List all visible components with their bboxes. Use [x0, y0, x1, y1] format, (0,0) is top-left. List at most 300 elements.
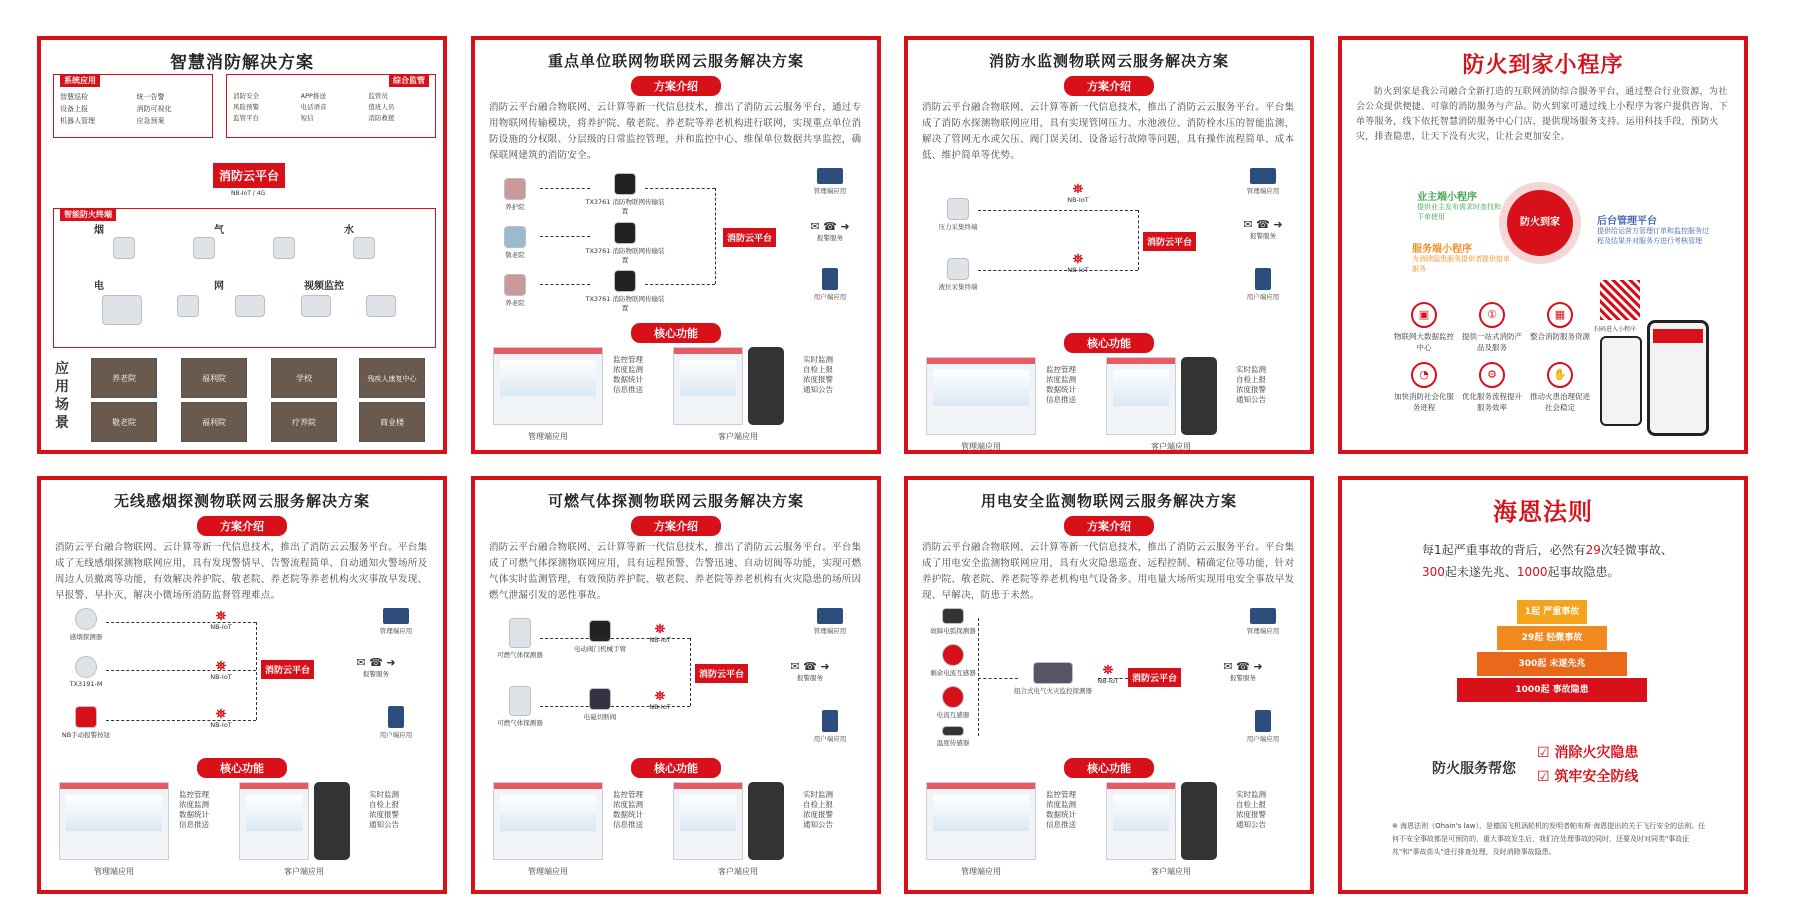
pyramid-tier: 300起 未遂先兆 [1477, 652, 1627, 676]
panel-title: 消防水监测物联网云服务解决方案 [988, 52, 1229, 70]
pyramid [1452, 600, 1652, 710]
help-label: 防火服务帮您 [1432, 761, 1516, 777]
nb-node [640, 623, 680, 644]
building-icon [504, 274, 526, 296]
source-node [918, 198, 998, 231]
smoke-detector-icon [75, 608, 97, 630]
valve-node [560, 688, 640, 721]
list-item: 值班人员 [368, 103, 395, 111]
feature-item: 监控管理 [1046, 365, 1076, 374]
feature-item: 信息推送 [179, 820, 209, 829]
panel-gas [471, 476, 881, 894]
laptop-icon [383, 608, 409, 624]
endpoint-label: 报警服务 [1250, 232, 1276, 240]
cat-label: 网 [214, 281, 224, 292]
water-sensor-icon [273, 237, 295, 259]
law-number: 1000 [1516, 565, 1548, 579]
caption: 客户端应用 [284, 867, 324, 876]
one-stop-icon: ① [1479, 302, 1505, 328]
source-label: 液位采集终端 [938, 283, 978, 291]
intro-text: 消防云平台融合物联网、云计算等新一代信息技术，推出了消防云云服务平台。平台集成了无线感烟探测物联网应用，具有发现警情早、告警流程简单、自动通知火警场所及周边人员撤离等功能，有效解决养护院、敬老院、养老院等养老机构火灾事故早发现、早报警、早扑灭，解决小微场所消防监督管理难点。 [55, 542, 428, 601]
scene-photo: 福利院 [181, 402, 247, 442]
list-item: 电话语音 [300, 103, 327, 111]
list-item: 风险预警 [233, 103, 259, 111]
feature-item: 通知公告 [1236, 820, 1266, 829]
panel-fire-home [1338, 36, 1748, 454]
scene-photo: 学校 [271, 358, 337, 398]
feature-item: 监控管理 [613, 790, 643, 799]
law-number: 300 [1422, 565, 1445, 579]
client-screenshot [673, 347, 743, 425]
feature-label: 加快消防社会化服务进程 [1394, 392, 1454, 412]
alarm-icon: ✉ ☎ ➜ [790, 660, 830, 673]
valve-label: 电磁切断阀 [583, 713, 617, 721]
caption: 管理端应用 [961, 867, 1001, 876]
alarm-button-icon [75, 706, 97, 728]
panel-title: 海恩法则 [1493, 498, 1593, 526]
feature-item: 自检上报 [369, 800, 399, 809]
panel-title: 可燃气体探测物联网云服务解决方案 [547, 492, 804, 510]
iot-box [53, 208, 436, 348]
gateway-label: TX3761 消防物联网传输装置 [585, 247, 665, 264]
list-item: 消防可视化 [136, 105, 172, 113]
feature-item: 监控管理 [613, 355, 643, 364]
pressure-sensor-icon [947, 198, 969, 220]
building-icon [504, 226, 526, 248]
feature-item: 信息推送 [613, 820, 643, 829]
endpoint-label: 用户端应用 [1246, 293, 1280, 301]
feature-item: 通知公告 [369, 820, 399, 829]
scene-label: 应用场景 [55, 361, 69, 431]
feature-item: 数据统计 [179, 810, 209, 819]
check-icon: ☑ [1537, 745, 1555, 761]
intro-pill: 方案介绍 [197, 516, 287, 536]
feature-item: 监控管理 [179, 790, 209, 799]
antenna-icon: ⛯ [215, 609, 227, 624]
link-line [540, 706, 690, 707]
nb-label: NB-IoT [1097, 677, 1119, 685]
endpoint-label: 用户端应用 [379, 731, 413, 739]
screenshots [49, 782, 435, 877]
smoke-detector-icon [113, 237, 135, 259]
network-diagram [918, 168, 1300, 328]
source-label: 可燃气体探测器 [497, 651, 543, 659]
phone-icon [388, 706, 404, 728]
gas-detector-icon [509, 618, 531, 648]
source-label: 电流互感器 [936, 711, 970, 719]
gas-detector-icon [193, 237, 215, 259]
core-pill: 核心功能 [1064, 333, 1154, 353]
core-pill: 核心功能 [197, 758, 287, 778]
endpoint-label: 管理端应用 [813, 627, 847, 635]
feature-item: 数据统计 [613, 375, 643, 384]
device-label: 组合式电气火灾监控探测器 [1014, 687, 1092, 695]
integrated-label: 综合监管 [389, 74, 429, 87]
owner-desc: 提供业主发布需求时查找和下单使用 [1417, 203, 1501, 221]
link-line [978, 270, 1138, 271]
law-text-part: 次轻微事故、 [1600, 543, 1673, 557]
endpoint-label: 用户端应用 [813, 293, 847, 301]
source-label: 温度传感器 [936, 739, 970, 747]
flow-icon: ⚙ [1479, 362, 1505, 388]
feature-item: 浓度报警 [369, 810, 399, 819]
monitor-icon: ▣ [1411, 302, 1437, 328]
source-label: 剩余电流互感器 [930, 669, 976, 677]
feature-item: 实时监测 [1236, 365, 1266, 374]
device-row [84, 295, 414, 329]
endpoint-label: 报警服务 [797, 674, 823, 682]
feature-icon [1392, 362, 1456, 413]
law-note: ※ 海恩法则（Ohain's law），是德国飞机涡轮机的发明者帕布斯·海恩提出的关于飞行安全的法则。任何不安全事故都是可预防的，重大事故发生后，我们在处理事故的同时，还要及时对同类"事故征兆"和"事故苗头"进行排查处理，及时消除事故隐患。 [1392, 822, 1706, 856]
endpoint [361, 706, 431, 739]
antenna-icon: ⛯ [654, 689, 666, 704]
network-diagram [51, 608, 433, 753]
resource-icon: ▦ [1547, 302, 1573, 328]
phone-screenshot [314, 782, 350, 860]
feature-item: 通知公告 [803, 385, 833, 394]
admin-title: 后台管理平台 [1597, 216, 1657, 227]
caption: 管理端应用 [528, 432, 568, 441]
link-line [645, 188, 715, 189]
feature-list [613, 355, 643, 395]
camera-icon [301, 295, 331, 317]
level-sensor-icon [947, 258, 969, 280]
law-text-part: 起未遂先兆、 [1444, 565, 1517, 579]
source-node [51, 706, 121, 739]
phone-mockup [1600, 336, 1642, 426]
device-row [84, 237, 404, 265]
valve-label: 电动阀门机械手臂 [574, 645, 626, 653]
feature-label: 整合消防服务资源 [1530, 332, 1590, 341]
panel-title: 重点单位联网物联网云服务解决方案 [547, 52, 804, 70]
cat-label: 电 [94, 281, 104, 292]
panel-smoke [37, 476, 447, 894]
endpoint [1228, 268, 1298, 301]
panel-title: 无线感烟探测物联网云服务解决方案 [113, 492, 370, 510]
link-line [106, 720, 256, 721]
caption: 客户端应用 [1151, 442, 1191, 451]
pyramid-tier: 1起 严重事故 [1517, 600, 1587, 624]
panel-water [904, 36, 1314, 454]
water-sensor-icon [353, 237, 375, 259]
smoke-detector-icon [75, 656, 97, 678]
iot-label: 智能防火终端 [60, 208, 116, 221]
transformer-icon [942, 644, 964, 666]
camera-icon [235, 295, 265, 317]
camera-icon [366, 295, 396, 317]
feature-item: 浓度监测 [179, 800, 209, 809]
system-app-label: 系统应用 [60, 74, 100, 87]
feature-list [803, 790, 833, 830]
source-node [51, 656, 121, 688]
client-screenshot [673, 782, 743, 860]
antenna-icon: ⛯ [1072, 182, 1084, 197]
list-item: 消防安全 [233, 92, 259, 100]
source-node [485, 178, 545, 211]
center-badge: 防火到家 [1507, 190, 1573, 256]
endpoint-label: 管理端应用 [1246, 187, 1280, 195]
scene-photo: 养老院 [91, 358, 157, 398]
client-screenshot [1106, 357, 1176, 435]
network-device-icon [177, 295, 199, 317]
building-icon [504, 178, 526, 200]
endpoint-label: 管理端应用 [813, 187, 847, 195]
qr-code[interactable] [1600, 280, 1640, 320]
owner-title: 业主端小程序 [1417, 192, 1477, 203]
feature-icon [1460, 362, 1524, 413]
admin-screenshot [59, 782, 169, 860]
feature-item: 数据统计 [1046, 810, 1076, 819]
feature-item: 浓度报警 [1236, 385, 1266, 394]
admin-screenshot [926, 782, 1036, 860]
feature-label: 推动火患治理促进社会稳定 [1530, 392, 1590, 412]
feature-item: 浓度报警 [803, 375, 833, 384]
laptop-icon [817, 168, 843, 184]
feature-item: 浓度报警 [803, 810, 833, 819]
feature-item: 数据统计 [1046, 385, 1076, 394]
scene-photo: 福利院 [181, 358, 247, 398]
source-label: 压力采集终端 [938, 223, 978, 231]
endpoint [795, 220, 865, 242]
admin-screenshot [926, 357, 1036, 435]
integrated-box [226, 74, 436, 138]
feature-item: 实时监测 [369, 790, 399, 799]
endpoint [1228, 710, 1298, 743]
gateway-icon [614, 270, 636, 292]
panel-smart-fire [37, 36, 447, 454]
caption: 管理端应用 [961, 442, 1001, 451]
link-line [978, 210, 1138, 211]
client-screenshot [239, 782, 309, 860]
intro-text: 消防云平台融合物联网、云计算等新一代信息技术，推出了消防云云服务平台。平台集成了消防水探测物联网应用，具有实现管网压力、水池液位、消防栓水压的智能监测，解决了管网无水或欠压、阀门误关闭、设备运行故障等问题，具有操作流程简单、成本低、维护简单等优势。 [922, 102, 1295, 161]
nb-node [640, 690, 680, 711]
endpoint [1228, 168, 1298, 195]
feature-label: 优化服务流程提升服务效率 [1462, 392, 1522, 412]
check-label: 消除火灾隐患 [1554, 745, 1639, 761]
nb-node [1088, 664, 1128, 685]
phone-icon [822, 710, 838, 732]
core-pill: 核心功能 [631, 758, 721, 778]
feature-item: 自检上报 [1236, 375, 1266, 384]
pyramid-tier: 29起 轻微事故 [1497, 626, 1607, 650]
cat-label: 烟 [94, 225, 104, 236]
caption: 客户端应用 [1151, 867, 1191, 876]
phone-screenshot [1181, 357, 1217, 435]
check-label: 筑牢安全防线 [1554, 769, 1639, 785]
platform-tag: 消防云平台 [1143, 232, 1196, 251]
list-item: 消防救援 [368, 114, 395, 122]
check-item [1537, 742, 1638, 762]
source-label: 敬老院 [505, 251, 525, 259]
intro-text: 防火到家是我公司融合全新打造的互联网消防综合服务平台，通过整合行业资源，为社会公众提供便捷、可靠的消防服务与产品。防火到家可通过线上小程序为客户提供咨询、下单等服务，线下依托智慧消防服务中心门店，提供现场服务支持。运用科技手段，预防火灾，排查隐患，让天下没有火灾，让社会更加安全。 [1356, 87, 1729, 142]
source-label: TX3191-M [69, 680, 103, 688]
scene-photo: 残疾人康复中心 [359, 358, 425, 398]
list-item: 短信 [300, 114, 314, 122]
laptop-icon [817, 608, 843, 624]
platform-tag: 消防云平台 [261, 660, 314, 679]
platform-sub: NB-IoT / 4G [231, 190, 266, 197]
core-pill: 核心功能 [1064, 758, 1154, 778]
endpoint [1208, 660, 1278, 682]
alarm-icon: ✉ ☎ ➜ [810, 220, 850, 233]
network-diagram [485, 168, 867, 318]
caption: 客户端应用 [718, 867, 758, 876]
feature-label: 提供一站式消防产品及服务 [1462, 332, 1522, 352]
monitor-device-icon [1033, 662, 1073, 684]
antenna-icon: ⛯ [1072, 252, 1084, 267]
intro-pill: 方案介绍 [1064, 76, 1154, 96]
screenshots [916, 357, 1302, 452]
endpoint-label: 报警服务 [363, 670, 389, 678]
nb-label: NB-IoT [210, 673, 232, 681]
qr-label: 扫码进入小程序 [1594, 326, 1637, 333]
caption: 管理端应用 [528, 867, 568, 876]
endpoint [1228, 218, 1298, 240]
link-line [645, 284, 715, 285]
check-item [1537, 766, 1638, 786]
law-number: 29 [1585, 543, 1601, 557]
intro-text: 消防云平台融合物联网、云计算等新一代信息技术，推出了消防云云服务平台。平台集成了可燃气体探测物联网应用，具有远程预警、告警迅速、自动切阀等功能，实现可燃气体实时监测管理，有效预防养护院、敬老院、养老院等养老机构有火灾隐患的场所因燃气泄漏引发的恶性事故。 [489, 542, 862, 601]
check-icon: ☑ [1537, 769, 1555, 785]
caption: 管理端应用 [94, 867, 134, 876]
gateway-node [585, 270, 665, 312]
nb-label: NB-IoT [1067, 266, 1089, 274]
feature-item: 自检上报 [803, 800, 833, 809]
phone-icon [1255, 710, 1271, 732]
admin-desc: 提供给运营方管理订单和监控服务过程及结果并对服务方进行考核管理 [1597, 227, 1709, 245]
phone-icon [1255, 268, 1271, 290]
gateway-label: TX3761 消防物联网传输装置 [585, 198, 665, 215]
feature-list [369, 790, 399, 830]
source-label: NB手动报警按钮 [61, 731, 111, 739]
alarm-icon: ✉ ☎ ➜ [1223, 660, 1263, 673]
gateway-node [585, 173, 665, 215]
endpoint-label: 管理端应用 [379, 627, 413, 635]
system-app-box [53, 74, 213, 138]
link-line [540, 236, 590, 237]
phone-screenshot [748, 347, 784, 425]
link-line [1138, 210, 1139, 270]
service-title: 服务端小程序 [1412, 244, 1472, 255]
source-node [485, 226, 545, 259]
feature-item: 实时监测 [803, 790, 833, 799]
feature-item: 实时监测 [803, 355, 833, 364]
endpoint [775, 660, 845, 682]
feature-item: 浓度监测 [1046, 375, 1076, 384]
endpoint-label: 用户端应用 [1246, 735, 1280, 743]
panel-title: 防火到家小程序 [1462, 53, 1624, 78]
source-node [485, 274, 545, 307]
temp-sensor-icon [942, 726, 964, 736]
arc-detector-icon [942, 608, 964, 624]
feature-list [1046, 365, 1076, 405]
source-label: 养老院 [505, 299, 525, 307]
panel-key-unit [471, 36, 881, 454]
endpoint-label: 用户端应用 [813, 735, 847, 743]
scene-photo: 敬老院 [91, 402, 157, 442]
source-label: 感烟探测器 [69, 633, 103, 641]
feature-icon [1460, 302, 1524, 353]
transformer-icon [942, 686, 964, 708]
feature-item: 实时监测 [1236, 790, 1266, 799]
endpoint [341, 656, 411, 678]
feature-list [613, 790, 643, 830]
antenna-icon: ⛯ [215, 707, 227, 722]
antenna-icon: ⛯ [1102, 663, 1114, 678]
endpoint [795, 710, 865, 743]
phone-mockup [1647, 320, 1709, 436]
feature-icon [1392, 302, 1456, 353]
intro-pill: 方案介绍 [1064, 516, 1154, 536]
platform-tag: 消防云平台 [213, 163, 285, 188]
admin-screenshot [493, 347, 603, 425]
feature-item: 自检上报 [803, 365, 833, 374]
endpoint-label: 报警服务 [817, 234, 843, 242]
panel-title: 智慧消防解决方案 [170, 53, 314, 73]
gateway-node [585, 222, 665, 264]
service-desc: 为消除隐患服务提供者提供接单服务 [1412, 255, 1510, 273]
phone-screenshot [1181, 782, 1217, 860]
monitor-node [1008, 662, 1098, 695]
source-label: 故障电弧探测器 [930, 627, 976, 635]
admin-screenshot [493, 782, 603, 860]
antenna-icon: ⛯ [654, 622, 666, 637]
nb-label: NB-IoT [210, 623, 232, 631]
link-line [540, 284, 590, 285]
electric-box-icon [102, 295, 142, 325]
network-diagram [485, 608, 867, 753]
platform-tag: 消防云平台 [723, 228, 776, 247]
list-item: APP推送 [300, 92, 326, 100]
feature-item: 监控管理 [1046, 790, 1076, 799]
cat-label: 气 [214, 225, 224, 236]
link-line [1098, 678, 1128, 679]
caption: 客户端应用 [718, 432, 758, 441]
phone-icon [822, 268, 838, 290]
feature-item: 浓度报警 [1236, 810, 1266, 819]
laptop-icon [1250, 168, 1276, 184]
feature-icon [1528, 302, 1592, 342]
feature-item: 信息推送 [613, 385, 643, 394]
pyramid-tier: 1000起 事故隐患 [1457, 678, 1647, 702]
screenshots [483, 782, 869, 877]
feature-list [1046, 790, 1076, 830]
nb-node [201, 708, 241, 729]
gateway-icon [614, 173, 636, 195]
list-item: 监管员 [368, 92, 388, 100]
law-text [1422, 539, 1744, 583]
feature-list [803, 355, 833, 395]
feature-label: 物联网大数据监控中心 [1394, 332, 1454, 352]
alarm-icon: ✉ ☎ ➜ [356, 656, 396, 669]
panel-heinrich [1338, 476, 1748, 894]
feature-item: 信息推送 [1046, 820, 1076, 829]
gateway-label: TX3761 消防物联网传输装置 [585, 295, 665, 312]
link-line [540, 188, 590, 189]
scene-photo: 疗养院 [271, 402, 337, 442]
list-item: 设备上报 [60, 105, 88, 113]
nb-label: NB-IoT [1067, 196, 1089, 204]
nb-label: NB-IoT [649, 703, 671, 711]
endpoint [795, 268, 865, 301]
link-line [106, 670, 256, 671]
endpoint [361, 608, 431, 635]
platform-tag: 消防云平台 [1128, 668, 1181, 687]
source-label: 可燃气体探测器 [497, 719, 543, 727]
link-line [106, 622, 256, 623]
feature-item: 数据统计 [613, 810, 643, 819]
link-line [540, 638, 690, 639]
